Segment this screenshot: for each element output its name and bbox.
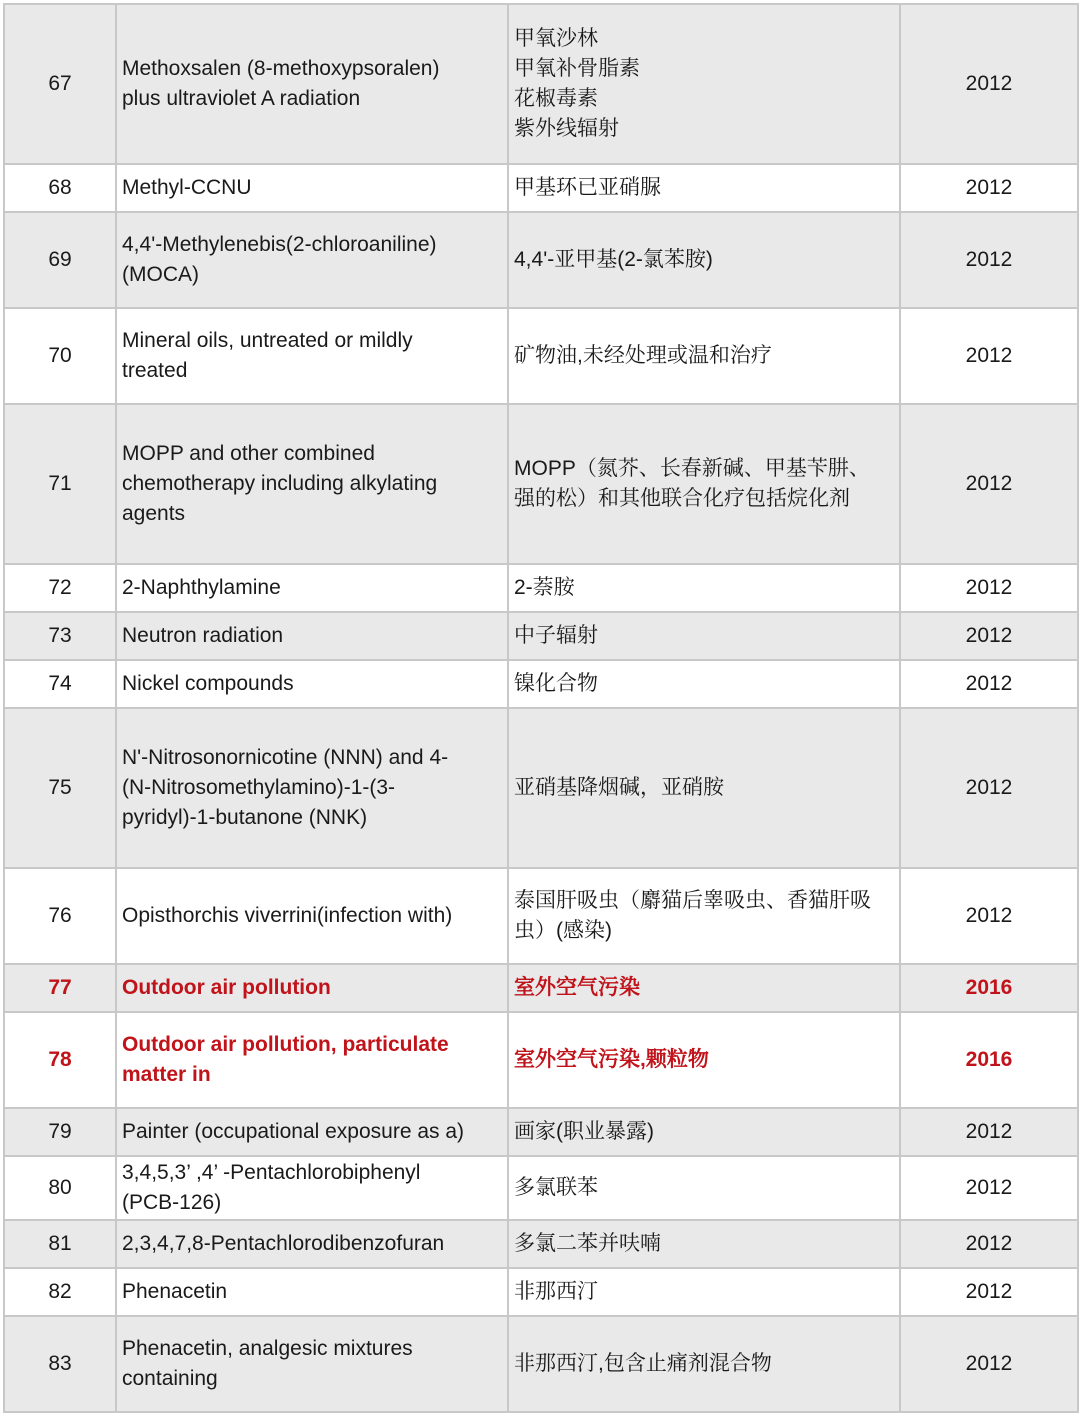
english-name-line: N'-Nitrosonornicotine (NNN) and 4- [122, 746, 449, 769]
english-name-cell [116, 308, 508, 404]
english-name-line: chemotherapy including alkylating [122, 472, 438, 495]
table-row [4, 4, 1078, 164]
chinese-name-line: 镍化合物 [514, 672, 598, 695]
chinese-name-line: 虫）(感染) [514, 919, 612, 942]
year-cell: 2012 [900, 4, 1078, 164]
english-name-line: (N-Nitrosomethylamino)-1-(3- [122, 776, 396, 799]
row-number: 82 [4, 1268, 116, 1316]
english-name-cell [116, 1316, 508, 1412]
chinese-name-line: 2-萘胺 [514, 576, 575, 599]
table-row [4, 164, 1078, 212]
english-name-cell [116, 564, 508, 612]
year-cell: 2012 [900, 164, 1078, 212]
english-name-cell [116, 868, 508, 964]
chinese-name-cell [508, 964, 900, 1012]
table-row [4, 212, 1078, 308]
chinese-name-line: 中子辐射 [514, 624, 598, 647]
year-cell: 2012 [900, 1156, 1078, 1220]
english-name-cell [116, 212, 508, 308]
year-cell: 2012 [900, 308, 1078, 404]
table-row [4, 868, 1078, 964]
row-number: 70 [4, 308, 116, 404]
english-name-cell [116, 404, 508, 564]
english-name-line: Opisthorchis viverrini(infection with) [122, 904, 453, 927]
table-row [4, 404, 1078, 564]
chinese-name-cell [508, 1220, 900, 1268]
chinese-name-line: 非那西汀 [514, 1280, 598, 1303]
english-name-line: containing [122, 1367, 218, 1390]
chinese-name-line: 多氯二苯并呋喃 [514, 1232, 661, 1255]
english-name-cell [116, 612, 508, 660]
chinese-name-line: 室外空气污染,颗粒物 [514, 1048, 709, 1071]
english-name-line: plus ultraviolet A radiation [122, 87, 361, 110]
chinese-name-cell [508, 1268, 900, 1316]
chinese-name-cell [508, 564, 900, 612]
english-name-cell [116, 708, 508, 868]
chinese-name-line: 4,4'-亚甲基(2-氯苯胺) [514, 248, 713, 271]
chinese-name-line: 花椒毒素 [514, 87, 598, 110]
english-name-line: treated [122, 359, 188, 382]
row-number: 77 [4, 964, 116, 1012]
table-row [4, 1108, 1078, 1156]
row-number: 81 [4, 1220, 116, 1268]
english-name-cell [116, 964, 508, 1012]
english-name-cell [116, 4, 508, 164]
table-row [4, 1316, 1078, 1412]
row-number: 76 [4, 868, 116, 964]
english-name-line: Neutron radiation [122, 624, 284, 647]
carcinogen-table [3, 3, 1079, 1413]
english-name-line: matter in [122, 1063, 211, 1086]
english-name-line: Outdoor air pollution, particulate [122, 1033, 449, 1056]
english-name-line: (PCB-126) [122, 1191, 222, 1214]
english-name-line: Outdoor air pollution [122, 976, 331, 999]
table-row [4, 308, 1078, 404]
chinese-name-cell [508, 212, 900, 308]
chinese-name-cell [508, 164, 900, 212]
chinese-name-line: 甲基环已亚硝脲 [514, 176, 661, 199]
table-row [4, 1156, 1078, 1220]
english-name-cell [116, 1108, 508, 1156]
chinese-name-line: 非那西汀,包含止痛剂混合物 [514, 1352, 772, 1375]
chinese-name-cell [508, 1316, 900, 1412]
year-cell: 2012 [900, 1316, 1078, 1412]
english-name-line: Painter (occupational exposure as a) [122, 1120, 465, 1143]
year-cell: 2012 [900, 660, 1078, 708]
chinese-name-line: 甲氧补骨脂素 [514, 57, 640, 80]
english-name-line: agents [122, 502, 186, 525]
chinese-name-line: 多氯联苯 [514, 1176, 598, 1199]
row-number: 80 [4, 1156, 116, 1220]
table-row [4, 660, 1078, 708]
row-number: 67 [4, 4, 116, 164]
chinese-name-cell [508, 404, 900, 564]
chinese-name-line: 强的松）和其他联合化疗包括烷化剂 [514, 487, 850, 510]
english-name-line: 2-Naphthylamine [122, 576, 281, 599]
year-cell: 2012 [900, 708, 1078, 868]
english-name-line: Mineral oils, untreated or mildly [122, 329, 413, 352]
english-name-cell [116, 1268, 508, 1316]
table-row [4, 1268, 1078, 1316]
english-name-line: Phenacetin [122, 1280, 228, 1303]
row-number: 68 [4, 164, 116, 212]
year-cell: 2012 [900, 212, 1078, 308]
table-row [4, 1012, 1078, 1108]
row-number: 69 [4, 212, 116, 308]
english-name-cell [116, 164, 508, 212]
english-name-line: Nickel compounds [122, 672, 294, 695]
english-name-line: pyridyl)-1-butanone (NNK) [122, 806, 368, 829]
row-number: 73 [4, 612, 116, 660]
chinese-name-cell [508, 4, 900, 164]
chinese-name-line: 室外空气污染 [514, 976, 640, 999]
year-cell: 2012 [900, 404, 1078, 564]
chinese-name-cell [508, 1012, 900, 1108]
chinese-name-line: 甲氧沙林 [514, 27, 598, 50]
english-name-cell [116, 1156, 508, 1220]
chinese-name-line: 矿物油,未经处理或温和治疗 [514, 344, 772, 367]
year-cell: 2012 [900, 1268, 1078, 1316]
english-name-cell [116, 660, 508, 708]
row-number: 72 [4, 564, 116, 612]
year-cell: 2016 [900, 1012, 1078, 1108]
english-name-line: Phenacetin, analgesic mixtures [122, 1337, 413, 1360]
english-name-line: 4,4'-Methylenebis(2-chloroaniline) [122, 233, 437, 256]
row-number: 71 [4, 404, 116, 564]
table-row [4, 1220, 1078, 1268]
table-row [4, 964, 1078, 1012]
english-name-line: MOPP and other combined [122, 442, 375, 465]
english-name-line: Methoxsalen (8-methoxypsoralen) [122, 57, 440, 80]
chinese-name-line: 画家(职业暴露) [514, 1120, 654, 1143]
row-number: 75 [4, 708, 116, 868]
chinese-name-cell [508, 1156, 900, 1220]
year-cell: 2012 [900, 868, 1078, 964]
chinese-name-cell [508, 868, 900, 964]
chinese-name-line: 亚硝基降烟碱，亚硝胺 [514, 776, 724, 799]
row-number: 74 [4, 660, 116, 708]
chinese-name-cell [508, 660, 900, 708]
year-cell: 2012 [900, 1220, 1078, 1268]
english-name-cell [116, 1220, 508, 1268]
row-number: 79 [4, 1108, 116, 1156]
table-row [4, 564, 1078, 612]
year-cell: 2012 [900, 612, 1078, 660]
english-name-line: (MOCA) [122, 263, 199, 286]
chinese-name-cell [508, 1108, 900, 1156]
year-cell: 2012 [900, 564, 1078, 612]
english-name-cell [116, 1012, 508, 1108]
row-number: 83 [4, 1316, 116, 1412]
chinese-name-cell [508, 308, 900, 404]
english-name-line: 2,3,4,7,8-Pentachlorodibenzofuran [122, 1232, 445, 1255]
year-cell: 2012 [900, 1108, 1078, 1156]
chinese-name-line: MOPP（氮芥、长春新碱、甲基苄肼、 [514, 457, 870, 480]
table-body [4, 4, 1078, 1412]
year-cell: 2016 [900, 964, 1078, 1012]
chinese-name-cell [508, 708, 900, 868]
chinese-name-cell [508, 612, 900, 660]
table-row [4, 708, 1078, 868]
table-row [4, 612, 1078, 660]
chinese-name-line: 泰国肝吸虫（麝猫后睾吸虫、香猫肝吸 [514, 889, 871, 912]
row-number: 78 [4, 1012, 116, 1108]
chinese-name-line: 紫外线辐射 [514, 117, 619, 140]
english-name-line: Methyl-CCNU [122, 176, 252, 199]
english-name-line: 3,4,5,3’ ,4’ -Pentachlorobiphenyl [122, 1161, 421, 1184]
